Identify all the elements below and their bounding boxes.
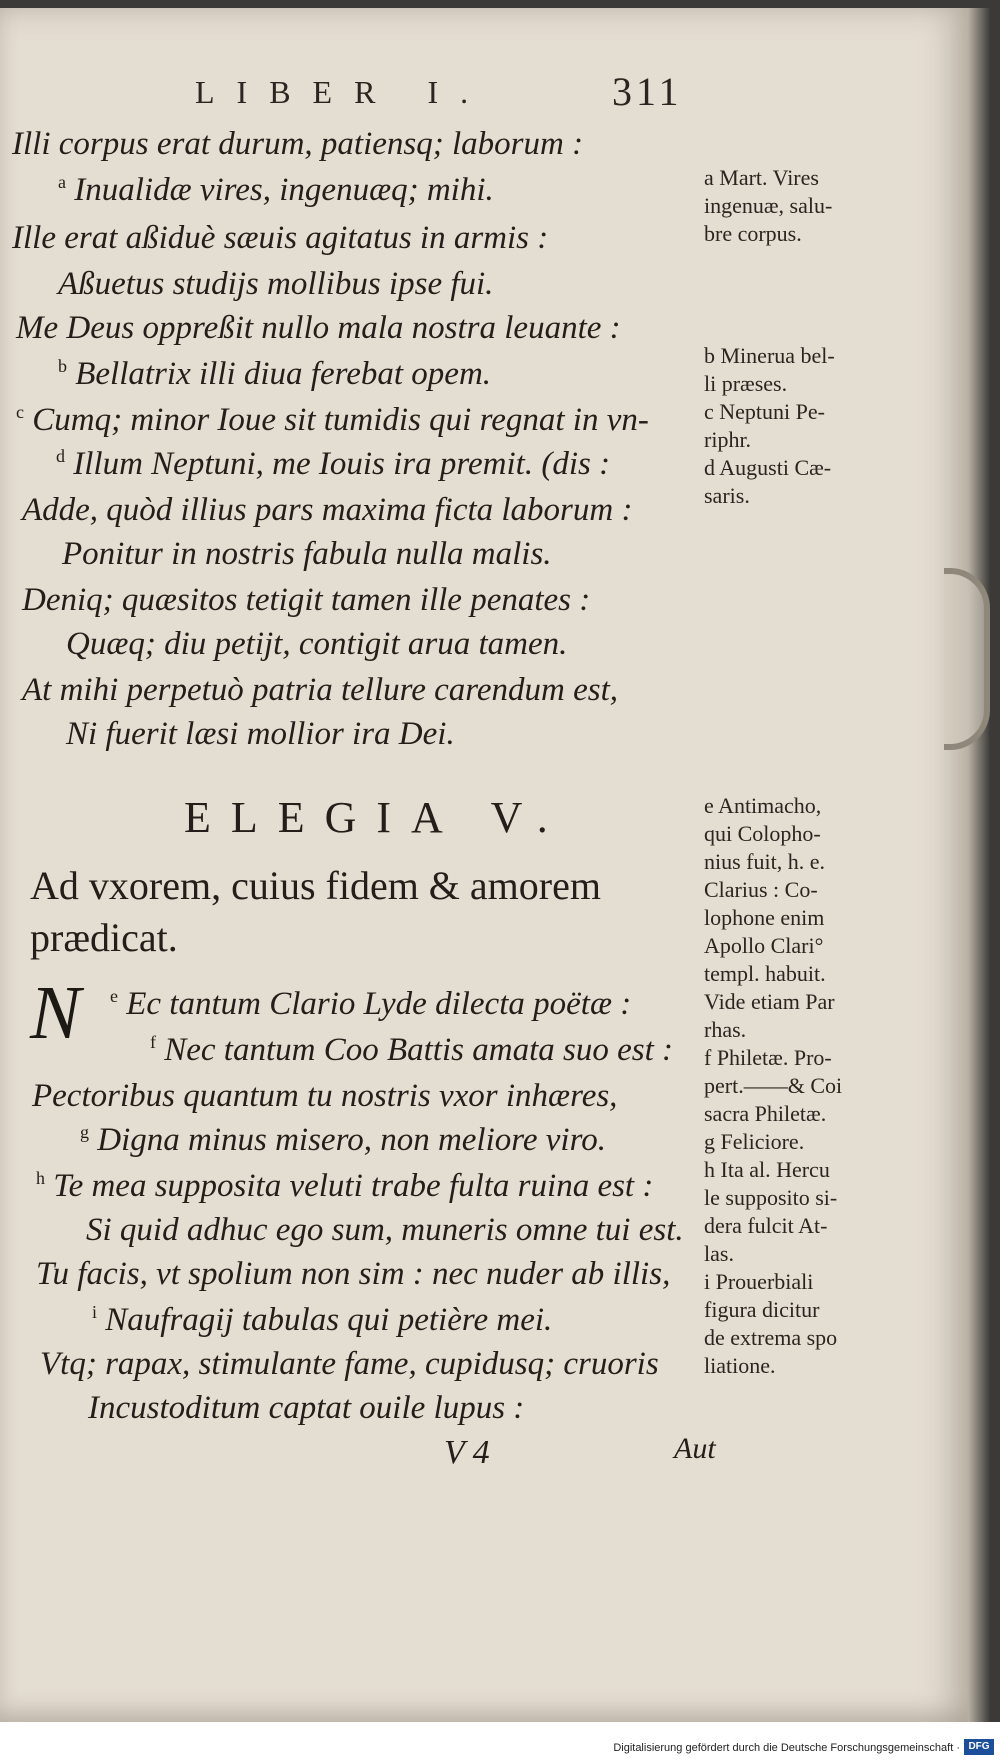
verse-line: Pectoribus quantum tu nostris vxor inhæres, (32, 1078, 618, 1114)
note-marker: d (56, 446, 65, 466)
verse-line: Aßuetus studijs mollibus ipse fui. (58, 266, 494, 302)
verse-line: Me Deus oppreßit nullo mala nostra leuante : (16, 310, 621, 346)
verse-line: $^d$ Illum Neptuni, me Iouis ira premit. (dis : (56, 446, 611, 482)
page-number: 311 (612, 69, 683, 114)
verse-line: $^c$ Cumq; minor Ioue sit tumidis qui regnat in vn- (16, 402, 649, 438)
note-marker: g (80, 1122, 89, 1142)
page-gutter-shadow (968, 8, 1000, 1722)
page-clip (944, 568, 990, 750)
verse-line: $^h$ Te mea supposita veluti trabe fulta ruina est : (36, 1168, 654, 1204)
note-marker: a (58, 172, 66, 192)
verse-line: Ni fuerit læsi mollior ira Dei. (66, 716, 455, 752)
verse-line: $^e$ Ec tantum Clario Lyde dilecta poëtæ : (110, 986, 632, 1022)
verse-line: Quæq; diu petijt, contigit arua tamen. (66, 626, 568, 662)
verse-line: Ponitur in nostris fabula nulla malis. (62, 536, 552, 572)
catchword: Aut (674, 1432, 716, 1465)
marginal-note: e Antimacho, qui Colopho- nius fuit, h. e. Clarius : Co- lophone enim Apollo Clari° templ. habuit. Vide etiam Par rhas. f Philetæ. Pro- pert.——& Coi sacra Philetæ. g Feliciore. h Ita al. Hercu le supposito si- dera fulcit At- las. i Prouerbiali figura dicitur de extrema spo liatione. (704, 793, 843, 1378)
verse-line: $^f$ Nec tantum Coo Battis amata suo est : (150, 1032, 673, 1068)
verse-line: At mihi perpetuò patria tellure carendum est, (22, 672, 619, 708)
verse-line: $^b$ Bellatrix illi diua ferebat opem. (58, 356, 492, 392)
verse-line: Illi corpus erat durum, patiensq; laborum : (12, 126, 584, 162)
verse-line: Ille erat aßiduè sæuis agitatus in armis : (12, 220, 549, 256)
verse-line: $^g$ Digna minus misero, non meliore viro. (80, 1122, 606, 1158)
verse-line: Tu facis, vt spolium non sim : nec nuder ab illis, (36, 1256, 671, 1292)
note-marker: f (150, 1032, 156, 1052)
verse-line: Deniq; quæsitos tetigit tamen ille penates : (22, 582, 591, 618)
verse-line: Adde, quòd illius pars maxima ficta laborum : (22, 492, 633, 528)
verse-line: Incustoditum captat ouile lupus : (88, 1390, 525, 1426)
verse-line: Si quid adhuc ego sum, muneris omne tui est. (86, 1212, 684, 1248)
drop-cap: N (30, 971, 81, 1055)
note-marker: i (92, 1302, 98, 1322)
elegia-title: ELEGIA V. (184, 793, 568, 842)
running-head: LIBER I. (195, 74, 491, 110)
verse-line: $^i$ Naufragij tabulas qui petière mei. (92, 1302, 553, 1338)
marginal-note: b Minerua bel- li præses. c Neptuni Pe- riphr. d Augusti Cæ- saris. (704, 343, 835, 508)
marginal-note: a Mart. Vires ingenuæ, salu- bre corpus. (704, 165, 833, 246)
note-marker: h (36, 1168, 45, 1188)
note-marker: c (16, 402, 24, 422)
elegia-argument: Ad vxorem, cuius fidem & amorem prædicat. (30, 863, 601, 960)
note-marker: b (58, 356, 67, 376)
footer-credit: Digitalisierung gefördert durch die Deutsche Forschungsgemeinschaft · (613, 1742, 960, 1754)
dfg-logo: DFG (964, 1739, 994, 1755)
signature-mark: V 4 (444, 1434, 490, 1471)
verse-line: $^a$ Inualidæ vires, ingenuæq; mihi. (58, 172, 494, 208)
note-marker: e (110, 986, 118, 1006)
verse-line: Vtq; rapax, stimulante fame, cupidusq; cruoris (40, 1346, 659, 1382)
